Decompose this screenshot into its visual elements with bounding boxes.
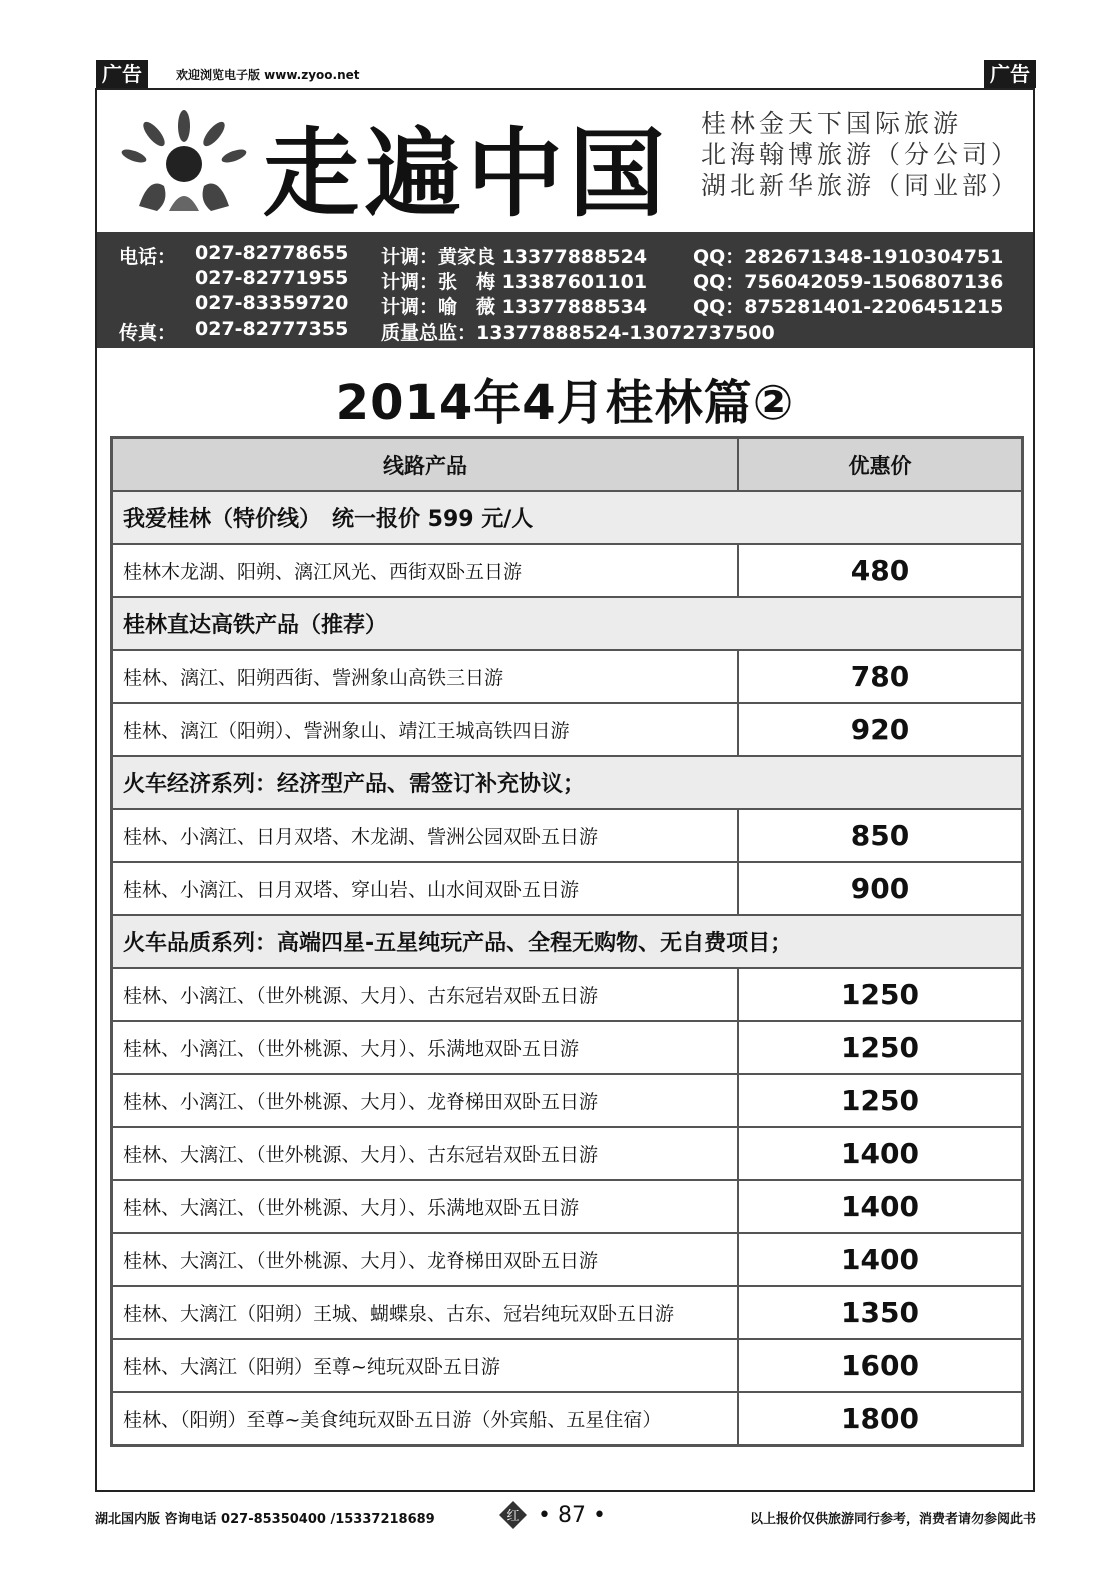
route-name: 桂林木龙湖、阳朔、漓江风光、西街双卧五日游 [112, 544, 739, 597]
route-name: 桂林、大漓江（阳朔）王城、蝴蝶泉、古东、冠岩纯玩双卧五日游 [112, 1286, 739, 1339]
route-price: 1800 [738, 1392, 1023, 1446]
route-name: 桂林、大漓江、（世外桃源、大月）、乐满地双卧五日游 [112, 1180, 739, 1233]
table-row [112, 1074, 1023, 1127]
page-title: 2014年4月桂林篇② [335, 375, 795, 431]
table-header-row [112, 438, 1023, 492]
table-row [112, 1339, 1023, 1392]
page-number: • 87 • [538, 1502, 606, 1528]
logo-text: 走遍中国 [263, 117, 671, 230]
section-row [112, 597, 1023, 650]
route-price: 1400 [738, 1233, 1023, 1286]
route-name: 桂林、小漓江、（世外桃源、大月）、古东冠岩双卧五日游 [112, 968, 739, 1021]
table-row [112, 968, 1023, 1021]
planner-contact: 计调：喻 薇 13377888534 [381, 296, 648, 318]
contact-bar [97, 232, 1033, 348]
qq-number: QQ：282671348-1910304751 [693, 246, 1004, 268]
sun-figures-logo-icon [109, 106, 259, 216]
ad-frame [95, 88, 1035, 1492]
section-title: 桂林直达高铁产品（推荐） [112, 597, 1023, 650]
route-price: 1600 [738, 1339, 1023, 1392]
ad-label-right: 广告 [984, 60, 1036, 88]
table-row [112, 1233, 1023, 1286]
company-name: 北海翰博旅游（分公司） [701, 140, 1021, 169]
tel-label: 电话： [119, 246, 177, 268]
route-name: 桂林、（阳朔）至尊~美食纯玩双卧五日游（外宾船、五星住宿） [112, 1392, 739, 1446]
ad-label-left: 广告 [96, 60, 148, 88]
route-name: 桂林、小漓江、日月双塔、穿山岩、山水间双卧五日游 [112, 862, 739, 915]
section-title: 火车品质系列：高端四星-五星纯玩产品、全程无购物、无自费项目； [112, 915, 1023, 968]
table-row [112, 650, 1023, 703]
table-row [112, 544, 1023, 597]
table-row [112, 1180, 1023, 1233]
diamond-badge-icon [498, 1500, 528, 1530]
fax-label: 传真： [119, 322, 177, 344]
route-price: 780 [738, 650, 1023, 703]
footer-left-text: 湖北国内版 咨询电话 027-85350400 /15337218689 [95, 1512, 435, 1527]
badge-text: 红 [506, 1509, 520, 1524]
route-name: 桂林、大漓江、（世外桃源、大月）、古东冠岩双卧五日游 [112, 1127, 739, 1180]
route-name: 桂林、漓江（阳朔）、訾洲象山、靖江王城高铁四日游 [112, 703, 739, 756]
company-name: 桂林金天下国际旅游 [701, 109, 963, 138]
price-table [110, 436, 1024, 1447]
phone-number: 027-82771955 [195, 267, 349, 289]
route-price: 1250 [738, 1074, 1023, 1127]
planner-contact: 计调：黄家良 13377888524 [381, 246, 648, 268]
section-row [112, 756, 1023, 809]
table-row [112, 862, 1023, 915]
phone-number: 027-83359720 [195, 292, 349, 314]
qq-number: QQ：756042059-1506807136 [693, 271, 1004, 293]
footer-disclaimer: 以上报价仅供旅游同行参考，消费者请勿参阅此书 [749, 1512, 1036, 1527]
section-title: 我爱桂林（特价线） 统一报价 599 元/人 [112, 491, 1023, 544]
route-price: 1400 [738, 1127, 1023, 1180]
route-price: 1350 [738, 1286, 1023, 1339]
table-row [112, 809, 1023, 862]
route-name: 桂林、小漓江、日月双塔、木龙湖、訾洲公园双卧五日游 [112, 809, 739, 862]
route-price: 1250 [738, 968, 1023, 1021]
table-row [112, 1392, 1023, 1446]
company-name: 湖北新华旅游（同业部） [701, 171, 1021, 200]
company-list [701, 108, 1020, 201]
section-row [112, 915, 1023, 968]
route-name: 桂林、小漓江、（世外桃源、大月）、龙脊梯田双卧五日游 [112, 1074, 739, 1127]
route-price: 1250 [738, 1021, 1023, 1074]
table-row [112, 1286, 1023, 1339]
welcome-text: 欢迎浏览电子版 www.zyoo.net [176, 68, 360, 82]
route-price: 850 [738, 809, 1023, 862]
route-price: 920 [738, 703, 1023, 756]
table-row [112, 1021, 1023, 1074]
quality-supervisor: 质量总监：13377888524-13072737500 [381, 322, 775, 344]
section-row [112, 491, 1023, 544]
page-number-block [498, 1500, 606, 1530]
route-price: 480 [738, 544, 1023, 597]
route-price: 1400 [738, 1180, 1023, 1233]
planner-contact: 计调：张 梅 13387601101 [381, 271, 648, 293]
price-header: 优惠价 [738, 438, 1023, 492]
route-name: 桂林、小漓江、（世外桃源、大月）、乐满地双卧五日游 [112, 1021, 739, 1074]
section-title: 火车经济系列：经济型产品、需签订补充协议； [112, 756, 1023, 809]
route-name: 桂林、大漓江、（世外桃源、大月）、龙脊梯田双卧五日游 [112, 1233, 739, 1286]
route-name: 桂林、漓江、阳朔西街、訾洲象山高铁三日游 [112, 650, 739, 703]
table-row [112, 1127, 1023, 1180]
banner [97, 90, 1033, 232]
route-header: 线路产品 [112, 438, 739, 492]
table-row [112, 703, 1023, 756]
route-name: 桂林、大漓江（阳朔）至尊~纯玩双卧五日游 [112, 1339, 739, 1392]
fax-number: 027-82777355 [195, 318, 349, 340]
route-price: 900 [738, 862, 1023, 915]
qq-number: QQ：875281401-2206451215 [693, 296, 1004, 318]
phone-number: 027-82778655 [195, 242, 349, 264]
